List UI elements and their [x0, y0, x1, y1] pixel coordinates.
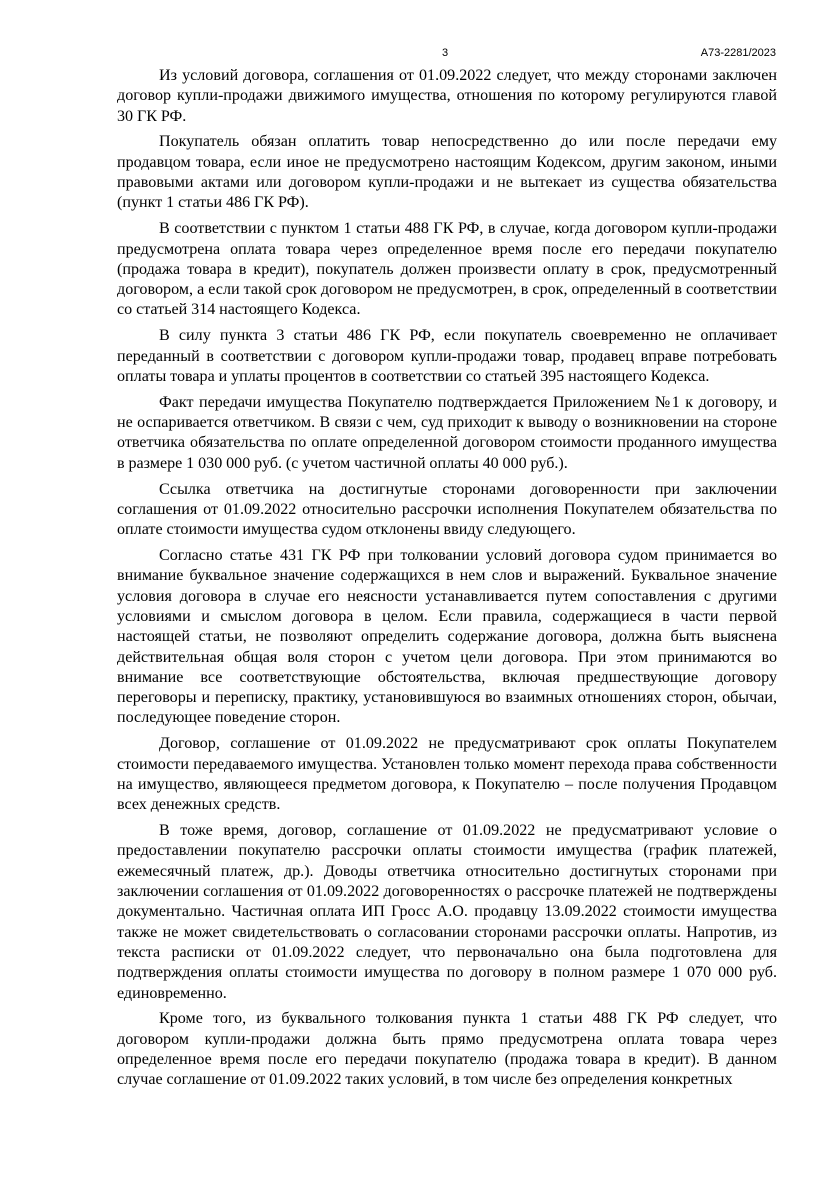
- case-number: А73-2281/2023: [700, 47, 776, 59]
- paragraph-contract-interpretation: Согласно статье 431 ГК РФ при толковании условий договора судом принимается во внимание буквальное значение содержащихся в нем слов и выражений. Буквальное значение условия договора в случае его неясности устанавливается путем сопоставления с другими условиями и смыслом договора в целом. Если правила, содержащиеся в части первой настоящей статьи, не позволяют определить содержание договора, должна быть выяснена действительная общая воля сторон с учетом цели договора. При этом принимаются во внимание все соответствующие обстоятельства, включая предшествующие договору переговоры и переписку, практику, установившуюся во взаимных отношениях сторон, обычаи, последующее поведение сторон.: [117, 547, 777, 727]
- paragraph-no-installment: В тоже время, договор, соглашение от 01.09.2022 не предусматривают условие о предоставлении покупателю рассрочки оплаты стоимости имущества (график платежей, ежемесячный платеж, др.). Доводы ответчика относительно достигнутых сторонами при заключении соглашения от 01.09.2022 договоренностях о рассрочке платежей не подтверждены документально. Частичная оплата ИП Гросс А.О. продавцу 13.09.2022 стоимости имущества также не может свидетельствовать о согласовании сторонами рассрочки оплаты. Напротив, из текста расписки от 01.09.2022 следует, что первоначально она была подготовлена для подтверждения оплаты стоимости имущества по договору в полном размере 1 070 000 руб. единовременно.: [117, 822, 777, 1002]
- paragraph-buyer-obligation: Покупатель обязан оплатить товар непосредственно до или после передачи ему продавцом товара, если иное не предусмотрено настоящим Кодексом, другим законом, иными правовыми актами или договором купли-продажи и не вытекает из существа обязательства (пункт 1 статьи 486 ГК РФ).: [117, 133, 777, 212]
- page-number: 3: [441, 47, 449, 59]
- paragraph-credit-sale: В соответствии с пунктом 1 статьи 488 ГК РФ, в случае, когда договором купли-продажи предусмотрена оплата товара через определенное время после его передачи покупателю (продажа товара в кредит), покупатель должен произвести оплату в срок, предусмотренный договором, а если такой срок договором не предусмотрен, в срок, определенный в соответствии со статьей 314 настоящего Кодекса.: [117, 220, 777, 319]
- document-body: [117, 66, 777, 1096]
- paragraph-contract-type: Из условий договора, соглашения от 01.09.2022 следует, что между сторонами заключен договор купли-продажи движимого имущества, отношения по которому регулируются главой 30 ГК РФ.: [117, 67, 777, 125]
- paragraph-late-payment: В силу пункта 3 статьи 486 ГК РФ, если покупатель своевременно не оплачивает переданный в соответствии с договором купли-продажи товар, продавец вправе потребовать оплаты товара и уплаты процентов в соответствии со статьей 395 настоящего Кодекса.: [117, 327, 777, 385]
- paragraph-payment-term: Договор, соглашение от 01.09.2022 не предусматривают срок оплаты Покупателем стоимости передаваемого имущества. Установлен только момент перехода права собственности на имущество, являющееся предметом договора, к Покупателю – после получения Продавцом всех денежных средств.: [117, 735, 777, 814]
- paragraph-transfer-fact: Факт передачи имущества Покупателю подтверждается Приложением №1 к договору, и не оспаривается ответчиком. В связи с чем, суд приходит к выводу о возникновении на стороне ответчика обязательства по оплате определенной договором стоимости проданного имущества в размере 1 030 000 руб. (с учетом частичной оплаты 40 000 руб.).: [117, 393, 777, 472]
- paragraph-installment-claim: Ссылка ответчика на достигнутые сторонами договоренности при заключении соглашения от 01.09.2022 относительно рассрочки исполнения Покупателем обязательства по оплате стоимости имущества судом отклонены ввиду следующего.: [117, 480, 777, 539]
- paragraph-literal-reading: Кроме того, из буквального толкования пункта 1 статьи 488 ГК РФ следует, что договором купли-продажи должна быть прямо предусмотрена оплата товара через определенное время после его передачи покупателю (продажа товара в кредит). В данном случае соглашение от 01.09.2022 таких условий, в том числе без определения конкретных: [117, 1010, 777, 1089]
